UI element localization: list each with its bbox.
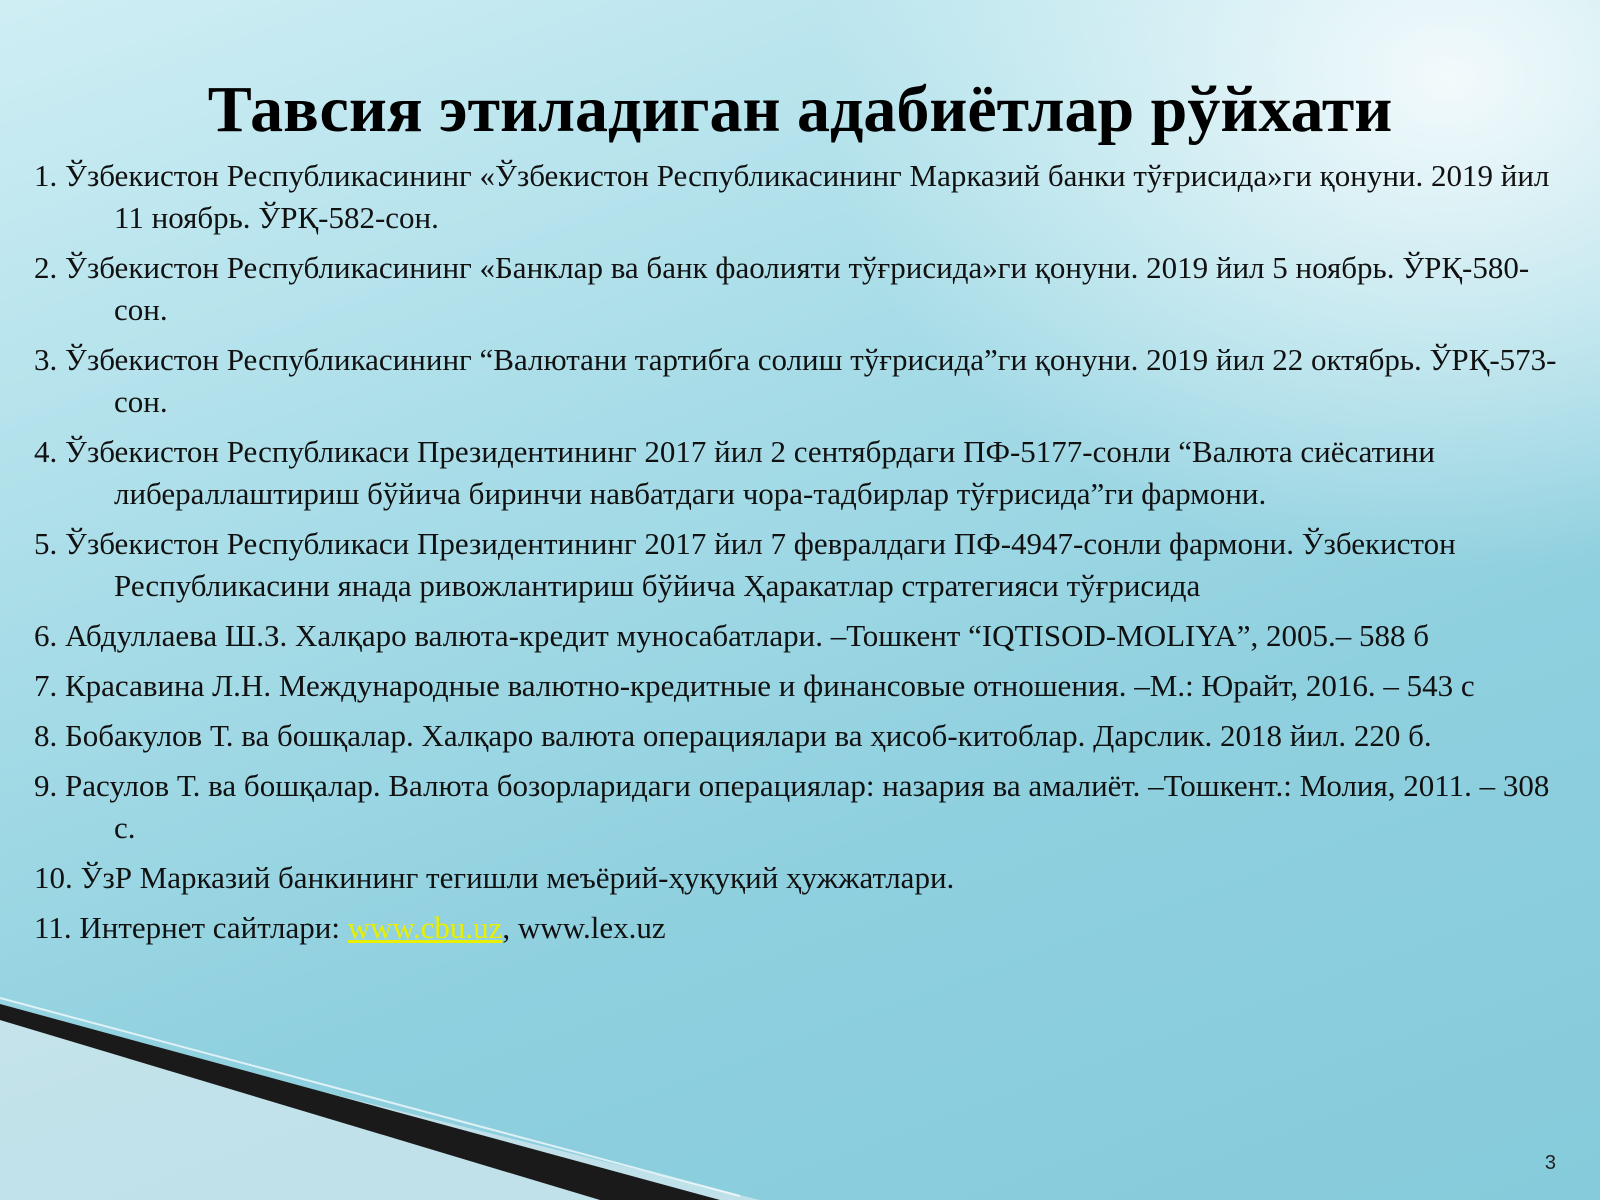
reference-item-4: 4. Ўзбекистон Республикаси Президентининг 2017 йил 2 сентябрдаги ПФ-5177-сонли “Валюта сиёсатини либераллаштириш бўйича биринчи навбатдаги чора-тадбирлар тўғрисида”ги фармони. <box>34 434 1435 511</box>
reference-item-1: 1. Ўзбекистон Республикасининг «Ўзбекистон Республикасининг Марказий банки тўғрисида»ги қонуни. 2019 йил 11 ноябрь. ЎРҚ-582-сон. <box>34 158 1550 235</box>
reference-item-8: 8. Бобакулов Т. ва бошқалар. Халқаро валюта операциялари ва ҳисоб-китоблар. Дарслик. 2018 йил. 220 б. <box>34 718 1432 753</box>
reference-item-9: 9. Расулов Т. ва бошқалар. Валюта бозорларидаги операциялар: назария ва амалиёт. –Тошкент.: Молия, 2011. – 308 с. <box>34 768 1550 845</box>
reference-item-11 <box>34 907 1569 949</box>
reference-item-6: 6. Абдуллаева Ш.З. Халқаро валюта-кредит муносабатлари. –Тошкент “IQTISOD-MOLIYA”, 2005.– 588 б <box>34 618 1429 653</box>
cbu-link[interactable]: www.cbu.uz <box>347 910 503 945</box>
reference-11-suffix: , www.lex.uz <box>502 910 666 945</box>
reference-list <box>34 155 1569 957</box>
reference-item-3: 3. Ўзбекистон Республикасининг “Валютани тартибга солиш тўғрисида”ги қонуни. 2019 йил 22 октябрь. ЎРҚ-573-сон. <box>34 342 1557 419</box>
reference-item-10: 10. ЎзР Марказий банкининг тегишли меъёрий-ҳуқуқий ҳужжатлари. <box>34 860 955 895</box>
slide-title: Тавсия этиладиган адабиётлар рўйхати <box>207 73 1393 146</box>
page-number: 3 <box>1544 1152 1556 1174</box>
reference-item-7: 7. Красавина Л.Н. Международные валютно-кредитные и финансовые отношения. –М.: Юрайт, 2016. – 543 с <box>34 668 1475 703</box>
reference-item-5: 5. Ўзбекистон Республикаси Президентининг 2017 йил 7 февралдаги ПФ-4947-сонли фармони. Ўзбекистон Республикасини янада ривожлантириш бўйича Ҳаракатлар стратегияси тўғрисида <box>34 526 1456 603</box>
reference-11-prefix: 11. Интернет сайтлари: <box>34 910 348 945</box>
reference-item-2: 2. Ўзбекистон Республикасининг «Банклар ва банк фаолияти тўғрисида»ги қонуни. 2019 йил 5 ноябрь. ЎРҚ-580-сон. <box>34 250 1530 327</box>
